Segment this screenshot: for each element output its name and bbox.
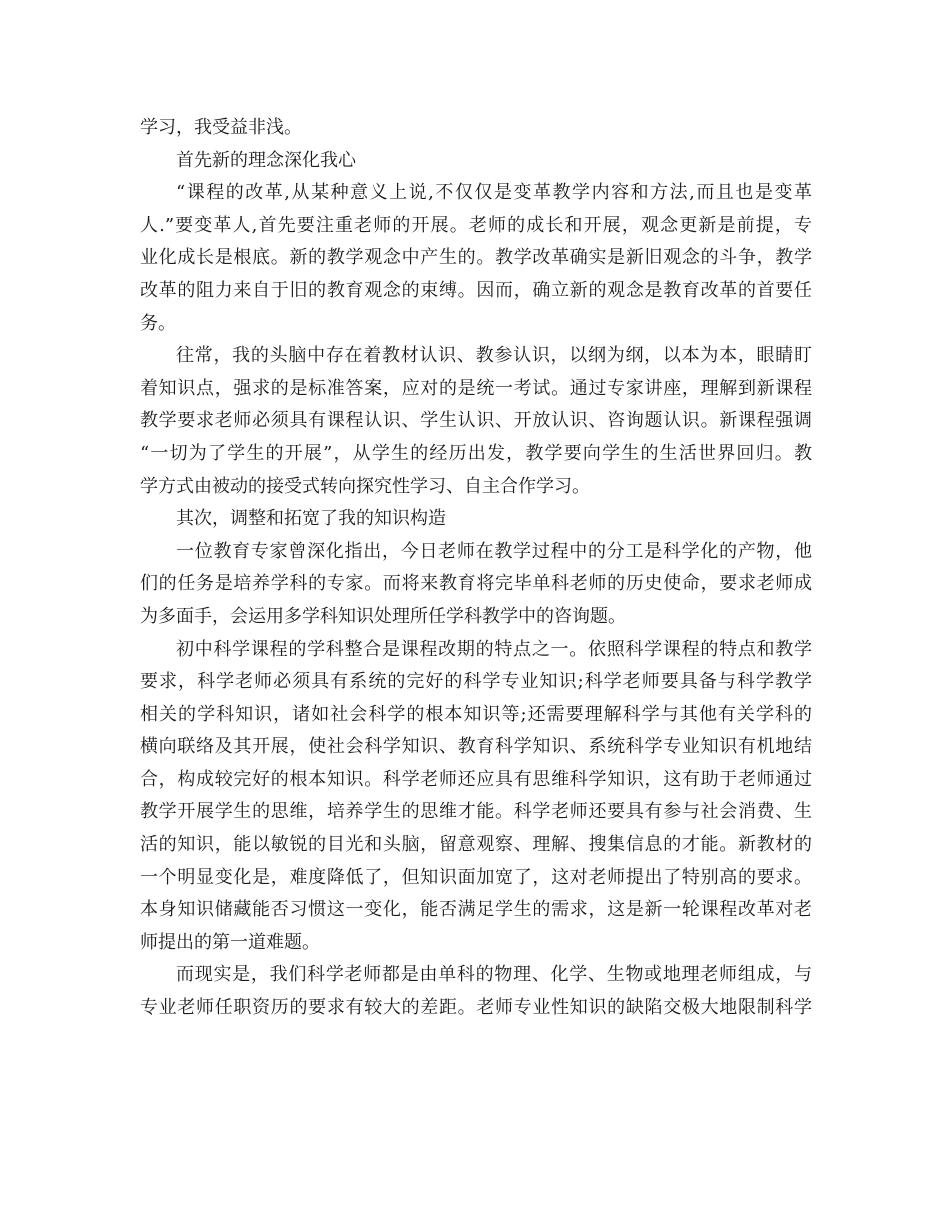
paragraph-line: “一切为了学生的开展”，从学生的经历出发，教学要向学生的生活世界回归。教 [140,442,812,464]
paragraph-first-line: 往常，我的头脑中存在着教材认识、教参认识，以纲为纲，以本为本，眼睛盯 [176,345,812,367]
paragraph-line: 横向联络及其开展，使社会科学知识、教育科学知识、系统科学专业知识有机地结 [140,736,812,758]
paragraph-line: 师提出的第一道难题。 [140,931,320,953]
paragraph-line: 本身知识储藏能否习惯这一变化，能否满足学生的需求，这是新一轮课程改革对老 [140,899,812,921]
paragraph-first-line: 其次，调整和拓宽了我的知识构造 [176,508,446,530]
paragraph-line: 教学要求老师必须具有课程认识、学生认识、开放认识、咨询题认识。新课程强调 [140,410,812,432]
paragraph-line: 教学开展学生的思维，培养学生的思维才能。科学老师还要具有参与社会消费、生 [140,801,812,823]
paragraph-line: 为多面手，会运用多学科知识处理所任学科教学中的咨询题。 [140,605,626,627]
document-page [140,112,812,1025]
paragraph-line: 改革的阻力来自于旧的教育观念的束缚。因而，确立新的观念是教育改革的首要任 [140,279,812,301]
paragraph-line: 活的知识，能以敏锐的目光和头脑，留意观察、理解、搜集信息的才能。新教材的 [140,834,812,856]
paragraph-line: 学习，我受益非浅。 [140,117,302,138]
paragraph-first-line: 而现实是，我们科学老师都是由单科的物理、化学、生物或地理老师组成，与 [176,964,812,986]
paragraph-line: 合，构成较完好的根本知识。科学老师还应具有思维科学知识，这有助于老师通过 [140,768,812,790]
paragraph-line: 要求，科学老师必须具有系统的完好的科学专业知识;科学老师要具备与科学教学 [140,671,812,693]
paragraph-line: 业化成长是根底。新的教学观念中产生的。教学改革确实是新旧观念的斗争，教学 [140,247,812,269]
paragraph-line: 们的任务是培养学科的专家。而将来教育将完毕单科老师的历史使命，要求老师成 [140,573,812,595]
paragraph-first-line: 首先新的理念深化我心 [176,149,356,171]
paragraph-line: 人.”要变革人,首先要注重老师的开展。老师的成长和开展，观念更新是前提，专 [140,214,812,236]
paragraph-line: 一个明显变化是，难度降低了，但知识面加宽了，这对老师提出了特别高的要求。 [140,866,812,888]
paragraph-line: 相关的学科知识，诸如社会科学的根本知识等;还需要理解科学与其他有关学科的 [140,703,812,725]
paragraph-line: 学方式由被动的接受式转向探究性学习、自主合作学习。 [140,475,590,497]
paragraph-line: 专业老师任职资历的要求有较大的差距。老师专业性知识的缺陷交极大地限制科学 [140,997,812,1019]
paragraph-first-line: 一位教育专家曾深化指出，今日老师在教学过程中的分工是科学化的产物，他 [176,540,812,562]
paragraph-first-line: “课程的改革,从某种意义上说,不仅仅是变革教学内容和方法,而且也是变革 [176,182,812,204]
paragraph-first-line: 初中科学课程的学科整合是课程改期的特点之一。依照科学课程的特点和教学 [176,638,812,660]
paragraph-line: 务。 [140,312,176,334]
paragraph-line: 着知识点，强求的是标准答案，应对的是统一考试。通过专家讲座，理解到新课程 [140,377,812,399]
